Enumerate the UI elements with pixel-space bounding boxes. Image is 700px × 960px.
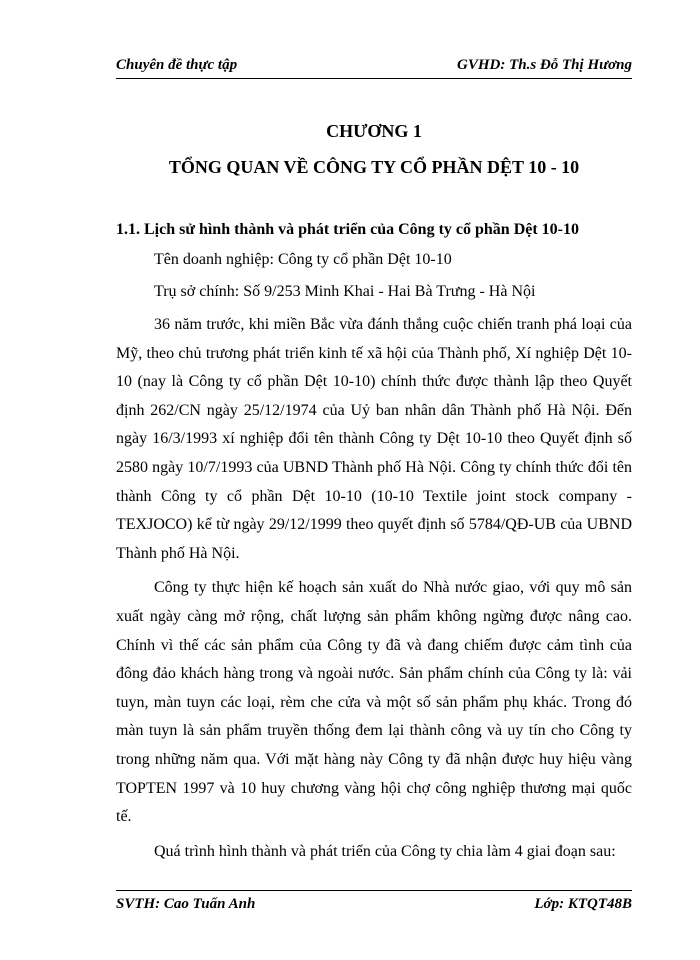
header-course-title: Chuyên đề thực tập bbox=[116, 57, 238, 73]
footer-divider bbox=[116, 890, 632, 891]
section-heading: 1.1. Lịch sử hình thành và phát triển của Công ty cổ phần Dệt 10-10 bbox=[116, 221, 579, 238]
company-address-line: Trụ sở chính: Số 9/253 Minh Khai - Hai Bà Trưng - Hà Nội bbox=[154, 283, 536, 300]
history-paragraph: 36 năm trước, khi miền Bắc vừa đánh thắng cuộc chiến tranh phá loại của Mỹ, theo chủ trương phát triển kinh tế xã hội của Thành phố, Xí nghiệp Dệt 10-10 (nay là Công ty cổ phần Dệt 10-10) chính thức được thành lập theo Quyết định 262/CN ngày 25/12/1974 của Uỷ ban nhân dân Thành phố Hà Nội. Đến ngày 16/3/1993 xí nghiệp đổi tên thành Công ty Dệt 10-10 theo Quyết định số 2580 ngày 10/7/1993 của UBND Thành phố Hà Nội. Công ty chính thức đổi tên thành Công ty cổ phần Dệt 10-10 (10-10 Textile joint stock company - TEXJOCO) kể từ ngày 29/12/1999 theo quyết định số 5784/QĐ-UB của UBND Thành phố Hà Nội. bbox=[116, 316, 632, 562]
header-divider bbox=[116, 78, 632, 79]
page-footer bbox=[116, 893, 632, 915]
stages-intro-paragraph: Quá trình hình thành và phát triển của Công ty chia làm 4 giai đoạn sau: bbox=[154, 842, 616, 860]
products-paragraph: Công ty thực hiện kế hoạch sản xuất do Nhà nước giao, với quy mô sản xuất ngày càng mở rộng, chất lượng sản phẩm không ngừng được nâng cao. Chính vì thế các sản phẩm của Công ty đã và đang chiếm được cảm tình của đông đảo khách hàng trong và ngoài nước. Sản phẩm chính của Công ty là: vải tuyn, màn tuyn các loại, rèm che cửa và một số sản phẩm phụ khác. Trong đó màn tuyn là sản phẩm truyền thống đem lại thành công và uy tín cho Công ty trong những năm qua. Với mặt hàng này Công ty đã nhận được huy hiệu vàng TOPTEN 1997 và 10 huy chương vàng hội chợ công nghiệp thương mại quốc tế. bbox=[116, 579, 632, 826]
chapter-title: TỔNG QUAN VỀ CÔNG TY CỔ PHẦN DỆT 10 - 10 bbox=[168, 157, 580, 177]
chapter-number: CHƯƠNG 1 bbox=[326, 121, 422, 141]
company-name-line: Tên doanh nghiệp: Công ty cổ phần Dệt 10-10 bbox=[154, 251, 452, 268]
footer-class: Lớp: KTQT48B bbox=[534, 896, 632, 912]
header-advisor: GVHD: Th.s Đỗ Thị Hương bbox=[457, 57, 632, 73]
body-text bbox=[116, 244, 632, 866]
footer-student: SVTH: Cao Tuấn Anh bbox=[116, 896, 256, 912]
page-header bbox=[116, 54, 632, 76]
